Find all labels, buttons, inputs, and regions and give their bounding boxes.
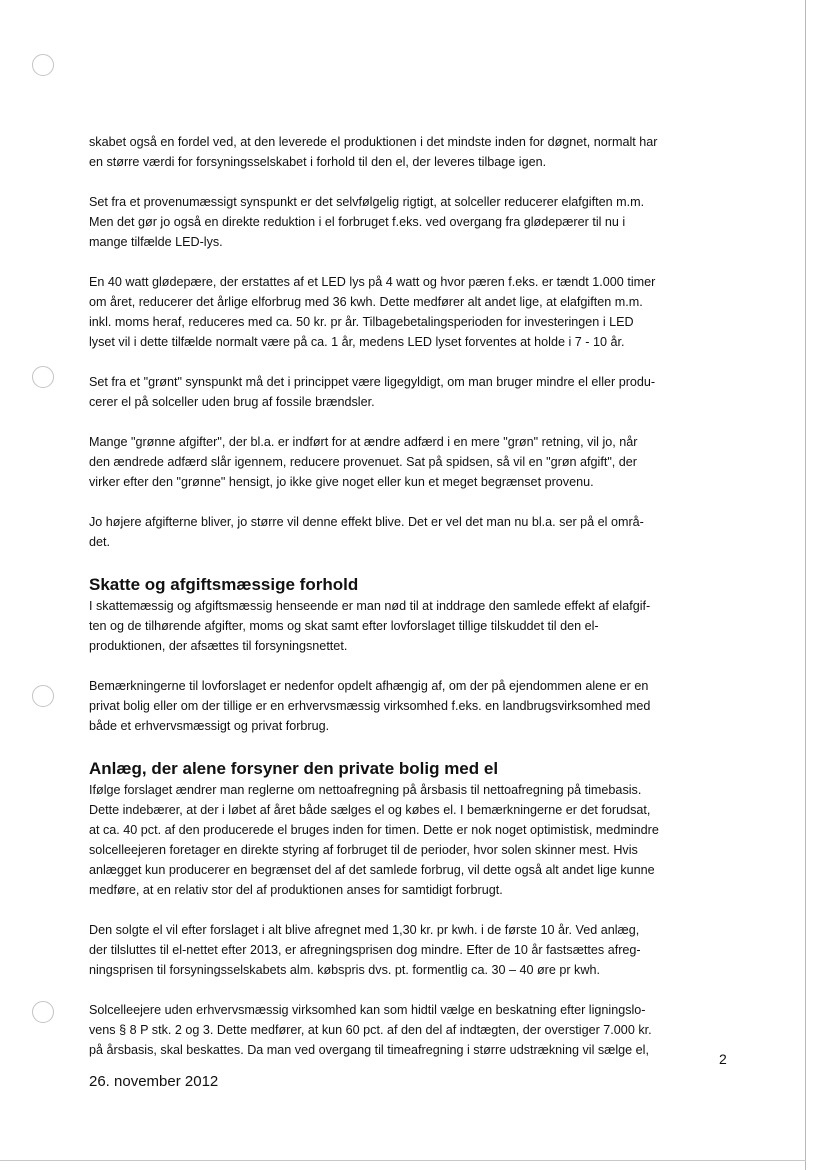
page-number: 2 — [719, 1051, 727, 1067]
paragraph-tax-effect: I skattemæssig og afgiftsmæssig henseende er man nød til at inddrage den samlede effekt af elafgif- ten og de tilhørende afgifter, moms og skat samt efter lovforslaget tillige tilskuddet til den el- produktionen, der afsættes til forsyningsnettet. — [89, 599, 651, 653]
paragraph-green-viewpoint: Set fra et "grønt" synspunkt må det i princippet være ligegyldigt, om man bruger mindre el eller produ- cerer el på solceller uden brug af fossile brændsler. — [89, 375, 656, 409]
paragraph-higher-taxes: Jo højere afgifterne bliver, jo større vil denne effekt blive. Det er vel det man nu bl.a. ser på el områ- det. — [89, 515, 644, 549]
paragraph-green-taxes: Mange "grønne afgifter", der bl.a. er indført for at ændre adfærd i en mere "grøn" retning, vil jo, når den ændrede adfærd slår igennem, reducere provenuet. Sat på spidsen, så vil en "grøn afgift", der virker efter den "grønne" hensigt, jo ikke give noget eller kun et meget begrænset provenu. — [89, 435, 638, 489]
footer-date: 26. november 2012 — [89, 1073, 219, 1090]
punch-hole-upper-middle — [32, 366, 54, 388]
paragraph-remarks-split: Bemærkningerne til lovforslaget er nedenfor opdelt afhængig af, om der på ejendommen alene er en privat bolig eller om der tillige er en erhvervsmæssig virksomhed f.eks. en landbrugsvirksomhed med både et erhvervsmæssigt og privat forbrug. — [89, 679, 651, 733]
document-body — [89, 132, 755, 1060]
paragraph-proceeds-viewpoint: Set fra et provenumæssigt synspunkt er det selvfølgelig rigtigt, at solceller reducerer elafgiften m.m. Men det gør jo også en direkte reduktion i el forbruget f.eks. ved overgang fra glødepærer til nu i mange tilfælde LED-lys. — [89, 195, 645, 249]
paragraph-continuation: skabet også en fordel ved, at den leverede el produktionen i det mindste inden for døgnet, normalt har en større værdi for forsyningsselskabet i forhold til den el, der leveres tilbage igen. — [89, 135, 658, 169]
heading-private-installations: Anlæg, der alene forsyner den private bolig med el — [89, 759, 499, 778]
punch-hole-top — [32, 54, 54, 76]
heading-tax-conditions: Skatte og afgiftsmæssige forhold — [89, 575, 359, 594]
scan-edge-right — [805, 0, 806, 1170]
paragraph-led-example: En 40 watt glødepære, der erstattes af et LED lys på 4 watt og hvor pæren f.eks. er tændt 1.000 timer om året, reducerer det årlige elforbrug med 36 kwh. Dette medfører alt andet lige, at elafgiften m.m. inkl. moms heraf, reduceres med ca. 50 kr. pr år. Tilbagebetalingsperioden for investeringen i LED lyset vil i dette tilfælde normalt være på ca. 1 år, medens LED lyset forventes at holde i 7 - 10 år. — [89, 275, 656, 349]
paragraph-sold-electricity: Den solgte el vil efter forslaget i alt blive afregnet med 1,30 kr. pr kwh. i de første 10 år. Ved anlæg, der tilsluttes til el-nettet efter 2013, er afregningsprisen dog mindre. Efter de 10 år fastsættes afreg- ningsprisen til forsyningsselskabets alm. købspris dvs. pt. formentlig ca. 30 – 40 øre pr kwh. — [89, 923, 641, 977]
punch-hole-bottom — [32, 1001, 54, 1023]
punch-hole-lower-middle — [32, 685, 54, 707]
paragraph-net-settlement: Ifølge forslaget ændrer man reglerne om nettoafregning på årsbasis til nettoafregning på timebasis. Dette indebærer, at der i løbet af året både sælges el og købes el. I bemærkningerne er det forudsat, at ca. 40 pct. af den producerede el bruges inden for timen. Dette er nok noget optimistisk, medmindre solcelleejeren foretager en direkte styring af forbruget til de perioder, hvor solen skinner mest. Hvis anlægget kun producerer en begrænset del af det samlede forbrug, vil dette også alt andet lige kunne medføre, at en relativ stor del af produktionen anses for samtidigt forbrugt. — [89, 783, 659, 897]
scan-edge-bottom — [0, 1160, 806, 1161]
paragraph-solar-owners-tax: Solcelleejere uden erhvervsmæssig virksomhed kan som hidtil vælge en beskatning efter ligningslo- vens § 8 P stk. 2 og 3. Dette medfører, at kun 60 pct. af den del af indtægten, der overstiger 7.000 kr. på årsbasis, skal beskattes. Da man ved overgang til timeafregning i større udstrækning vil sælge el, — [89, 1003, 652, 1057]
